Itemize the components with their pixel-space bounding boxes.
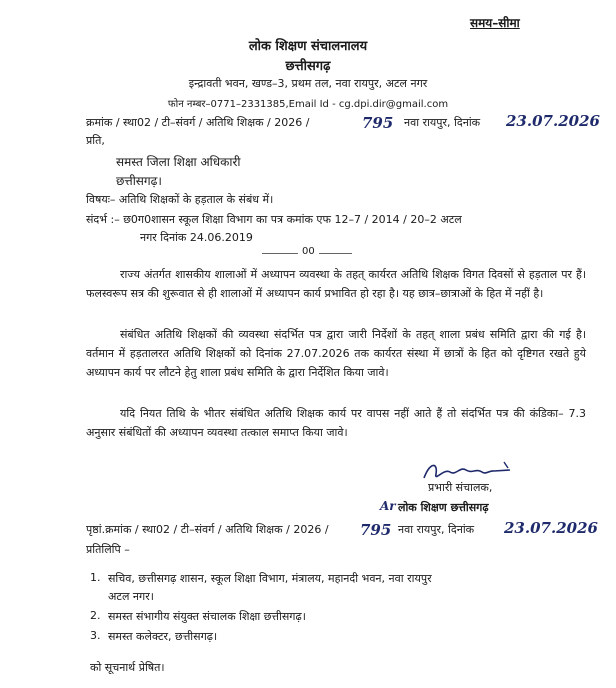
copy-item-number: 1. <box>90 571 101 584</box>
endorsement-number: पृष्ठां.क्रमांक / स्था02 / टी–संवर्ग / अतिथि शिक्षक / 2026 / <box>86 523 329 536</box>
reference-text-line-2: नगर दिनांक 24.06.2019 <box>140 231 253 244</box>
copy-item-text-continued: अटल नगर। <box>108 590 154 603</box>
copy-label: प्रतिलिपि – <box>86 543 130 556</box>
separator-mark: 00 <box>298 246 319 257</box>
copy-item-text: समस्त कलेक्टर, छत्तीसगढ़। <box>108 630 218 643</box>
handwritten-endorsement-number: 795 <box>360 521 392 539</box>
forwarding-note: को सूचनार्थ प्रेषित। <box>90 661 165 674</box>
time-limit-stamp: समय–सीमा <box>470 16 520 30</box>
recipient-line-2: छत्तीसगढ़। <box>116 174 162 188</box>
copy-item-number: 2. <box>90 609 101 622</box>
signatory-office: लोक शिक्षण छत्तीसगढ़ <box>398 501 489 514</box>
signature-prefix: Ar <box>380 499 396 513</box>
endorsement-place-date-label: नवा रायपुर, दिनांक <box>398 523 475 536</box>
handwritten-reference-number: 795 <box>362 114 394 132</box>
reference-number: क्रमांक / स्था02 / टी–संवर्ग / अतिथि शिक्षक / 2026 / <box>86 116 310 129</box>
subject-line: विषयः– अतिथि शिक्षकों के हड़ताल के संबंध में। <box>86 193 274 206</box>
recipient-line-1: समस्त जिला शिक्षा अधिकारी <box>116 155 241 169</box>
signatory-title: प्रभारी संचालक, <box>428 481 493 494</box>
reference-text-line-1: संदर्भ :– छ0ग0शासन स्कूल शिक्षा विभाग का पत्र कमांक एफ 12–7 / 2014 / 20–2 अटल <box>86 213 462 226</box>
office-address: इन्द्रावती भवन, खण्ड–3, प्रथम तल, नवा रायपुर, अटल नगर <box>188 77 428 90</box>
place-date-label: नवा रायपुर, दिनांक <box>404 116 481 129</box>
office-contact: फोन नम्बर–0771–2331385,Email Id - cg.dpi.dir@gmail.com <box>167 99 449 110</box>
body-paragraph-2: संबंधित अतिथि शिक्षकों की व्यवस्था संदर्भित पत्र द्वारा जारी निर्देशों के तहत् शाला प्रबंध समिति द्वारा की गई है। वर्तमान में हड़तालरत अतिथि शिक्षकों को दिनांक 27.07.2026 तक कार्यरत संस्था में छात्रों के हित को दृष्टिगत रखते हुये अध्यापन कार्य पर लौटने हेतु शाला प्रबंध समिति के द्वारा निर्देशित किया जावे। <box>86 328 586 379</box>
state-name: छत्तीसगढ़ <box>285 59 331 74</box>
to-prefix: प्रति, <box>86 134 105 147</box>
endorsement-handwritten-date: 23.07.2026 <box>504 519 598 537</box>
copy-item-text: सचिव, छत्तीसगढ़ शासन, स्कूल शिक्षा विभाग, मंत्रालय, महानदी भवन, नवा रायपुर <box>108 572 432 585</box>
body-paragraph-1: राज्य अंतर्गत शासकीय शालाओं में अध्यापन व्यवस्था के तहत् कार्यरत अतिथि शिक्षक विगत दिवसों से हड़ताल पर हैं। फलस्वरूप सत्र की शुरूवात से ही शालाओं में अध्यापन कार्य प्रभावित हो रहा है। यह छात्र–छात्राओं के हित में नहीं है। <box>86 268 586 300</box>
office-name: लोक शिक्षण संचालनालय <box>248 39 368 54</box>
copy-item-text: समस्त संभागीय संयुक्त संचालक शिक्षा छत्तीसगढ़। <box>108 610 306 623</box>
handwritten-date: 23.07.2026 <box>506 112 600 130</box>
body-paragraph-3: यदि नियत तिथि के भीतर संबंधित अतिथि शिक्षक कार्य पर वापस नहीं आते हैं तो संदर्भित पत्र की कंडिका– 7.3 अनुसार संबंधितों की अध्यापन व्यवस्था तत्काल समाप्त किया जावे। <box>86 407 586 439</box>
copy-item-number: 3. <box>90 629 101 642</box>
